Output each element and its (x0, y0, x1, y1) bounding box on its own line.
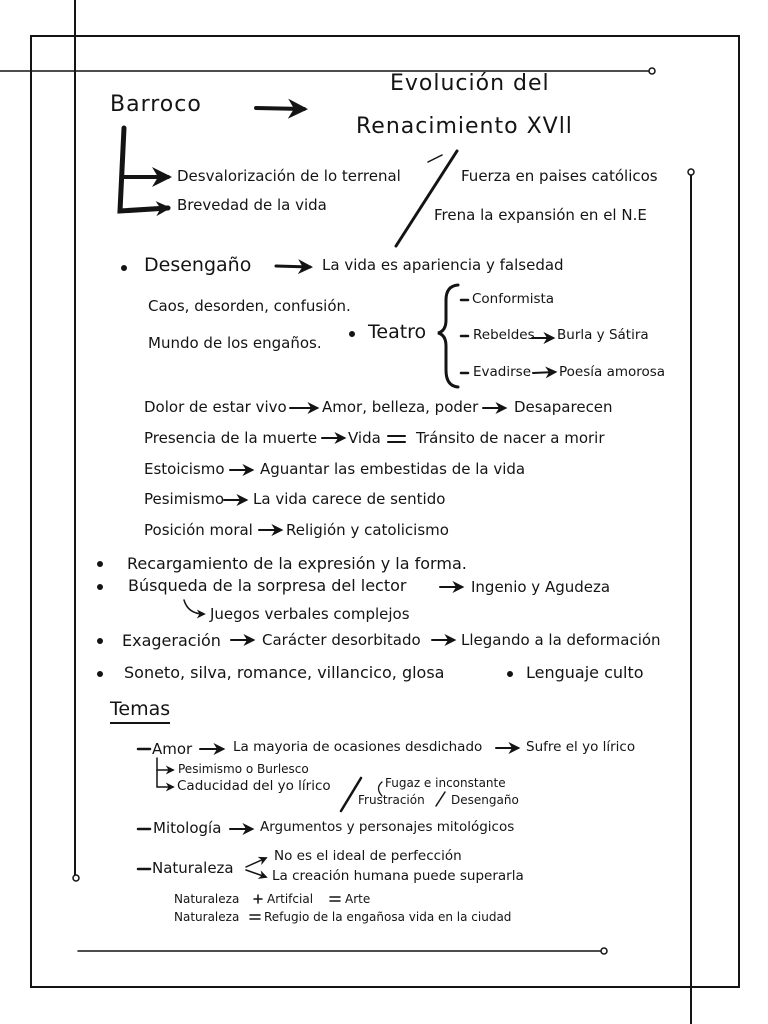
temas-heading: Temas (110, 700, 170, 724)
title-evolucion-line1: Evolución del (390, 71, 550, 96)
intro-left-2: Brevedad de la vida (177, 196, 327, 214)
teatro-item-conformista: Conformista (472, 291, 555, 307)
bullet-lenguaje: Lenguaje culto (526, 663, 644, 682)
bullet-exageracion-c: Llegando a la deformación (461, 631, 661, 649)
tema-amor-sub1: Pesimismo o Burlesco (178, 762, 309, 776)
bullet-busqueda: Búsqueda de la sorpresa del lector (128, 576, 407, 595)
idea-muerte-b: Vida (348, 429, 381, 447)
bullet-exageracion-b: Carácter desorbitado (262, 631, 421, 649)
naturaleza-eq2-a: Naturaleza (174, 910, 240, 924)
intro-right-1: Fuerza en paises católicos (461, 167, 658, 185)
idea-dolor-c: Desaparecen (514, 398, 613, 416)
teatro-item-evadirse: Evadirse (473, 364, 532, 380)
idea-muerte-c: Tránsito de nacer a morir (416, 429, 605, 447)
idea-dolor-b: Amor, belleza, poder (322, 398, 479, 416)
naturaleza-eq1-c: Arte (345, 892, 371, 906)
idea-posicion-b: Religión y catolicismo (286, 521, 449, 539)
idea-dolor: Dolor de estar vivo (144, 398, 287, 416)
title-evolucion-line2: Renacimiento XVll (356, 114, 573, 139)
intro-right-2: Frena la expansión en el N.E (434, 206, 647, 224)
tema-naturaleza-r1: No es el ideal de perfección (274, 848, 462, 864)
tema-amor-result: La mayoria de ocasiones desdichado (233, 739, 483, 755)
idea-estoicismo: Estoicismo (144, 460, 225, 478)
bullet-exageracion: Exageración (122, 631, 221, 650)
tema-naturaleza-r2: La creación humana puede superarla (272, 868, 524, 884)
idea-pesimismo-b: La vida carece de sentido (253, 490, 446, 508)
title-barroco: Barroco (110, 92, 202, 117)
intro-left-1: Desvalorización de lo terrenal (177, 167, 401, 185)
tema-naturaleza-label: Naturaleza (152, 859, 234, 877)
idea-estoicismo-b: Aguantar las embestidas de la vida (260, 460, 526, 478)
tema-mitologia-result: Argumentos y personajes mitológicos (260, 819, 515, 835)
teatro-result-rebeldes: Burla y Sátira (557, 327, 649, 343)
tema-amor-fugaz: Fugaz e inconstante (385, 776, 506, 790)
bullet-formas: Soneto, silva, romance, villancico, glosa (124, 663, 445, 682)
bullet-recargamiento: Recargamiento de la expresión y la forma. (127, 554, 467, 573)
teatro-label: Teatro (368, 321, 427, 343)
tema-amor-result2: Sufre el yo lírico (526, 739, 636, 755)
tema-amor-desengano: Desengaño (451, 793, 519, 807)
idea-pesimismo: Pesimismo (144, 490, 225, 508)
teatro-item-rebeldes: Rebeldes (473, 327, 535, 343)
idea-muerte: Presencia de la muerte (144, 429, 318, 447)
desengano-result: La vida es apariencia y falsedad (322, 256, 564, 274)
teatro-result-evadirse: Poesía amorosa (559, 364, 666, 380)
tema-amor-label: Amor (152, 740, 193, 758)
bullet-busqueda-result: Ingenio y Agudeza (471, 578, 611, 596)
naturaleza-eq1-a: Naturaleza (174, 892, 240, 906)
desengano-note-1: Caos, desorden, confusión. (148, 297, 351, 315)
tema-amor-sub2: Caducidad del yo lírico (177, 778, 331, 794)
desengano-label: Desengaño (144, 254, 252, 276)
idea-posicion: Posición moral (144, 521, 253, 539)
tema-amor-frustracion: Frustración (358, 793, 425, 807)
naturaleza-eq1-b: Artifcial (267, 892, 314, 906)
tema-mitologia-label: Mitología (153, 819, 222, 837)
desengano-note-2: Mundo de los engaños. (148, 334, 322, 352)
naturaleza-eq2-b: Refugio de la engañosa vida en la ciudad (264, 910, 512, 924)
bullet-busqueda-sub: Juegos verbales complejos (210, 605, 410, 623)
